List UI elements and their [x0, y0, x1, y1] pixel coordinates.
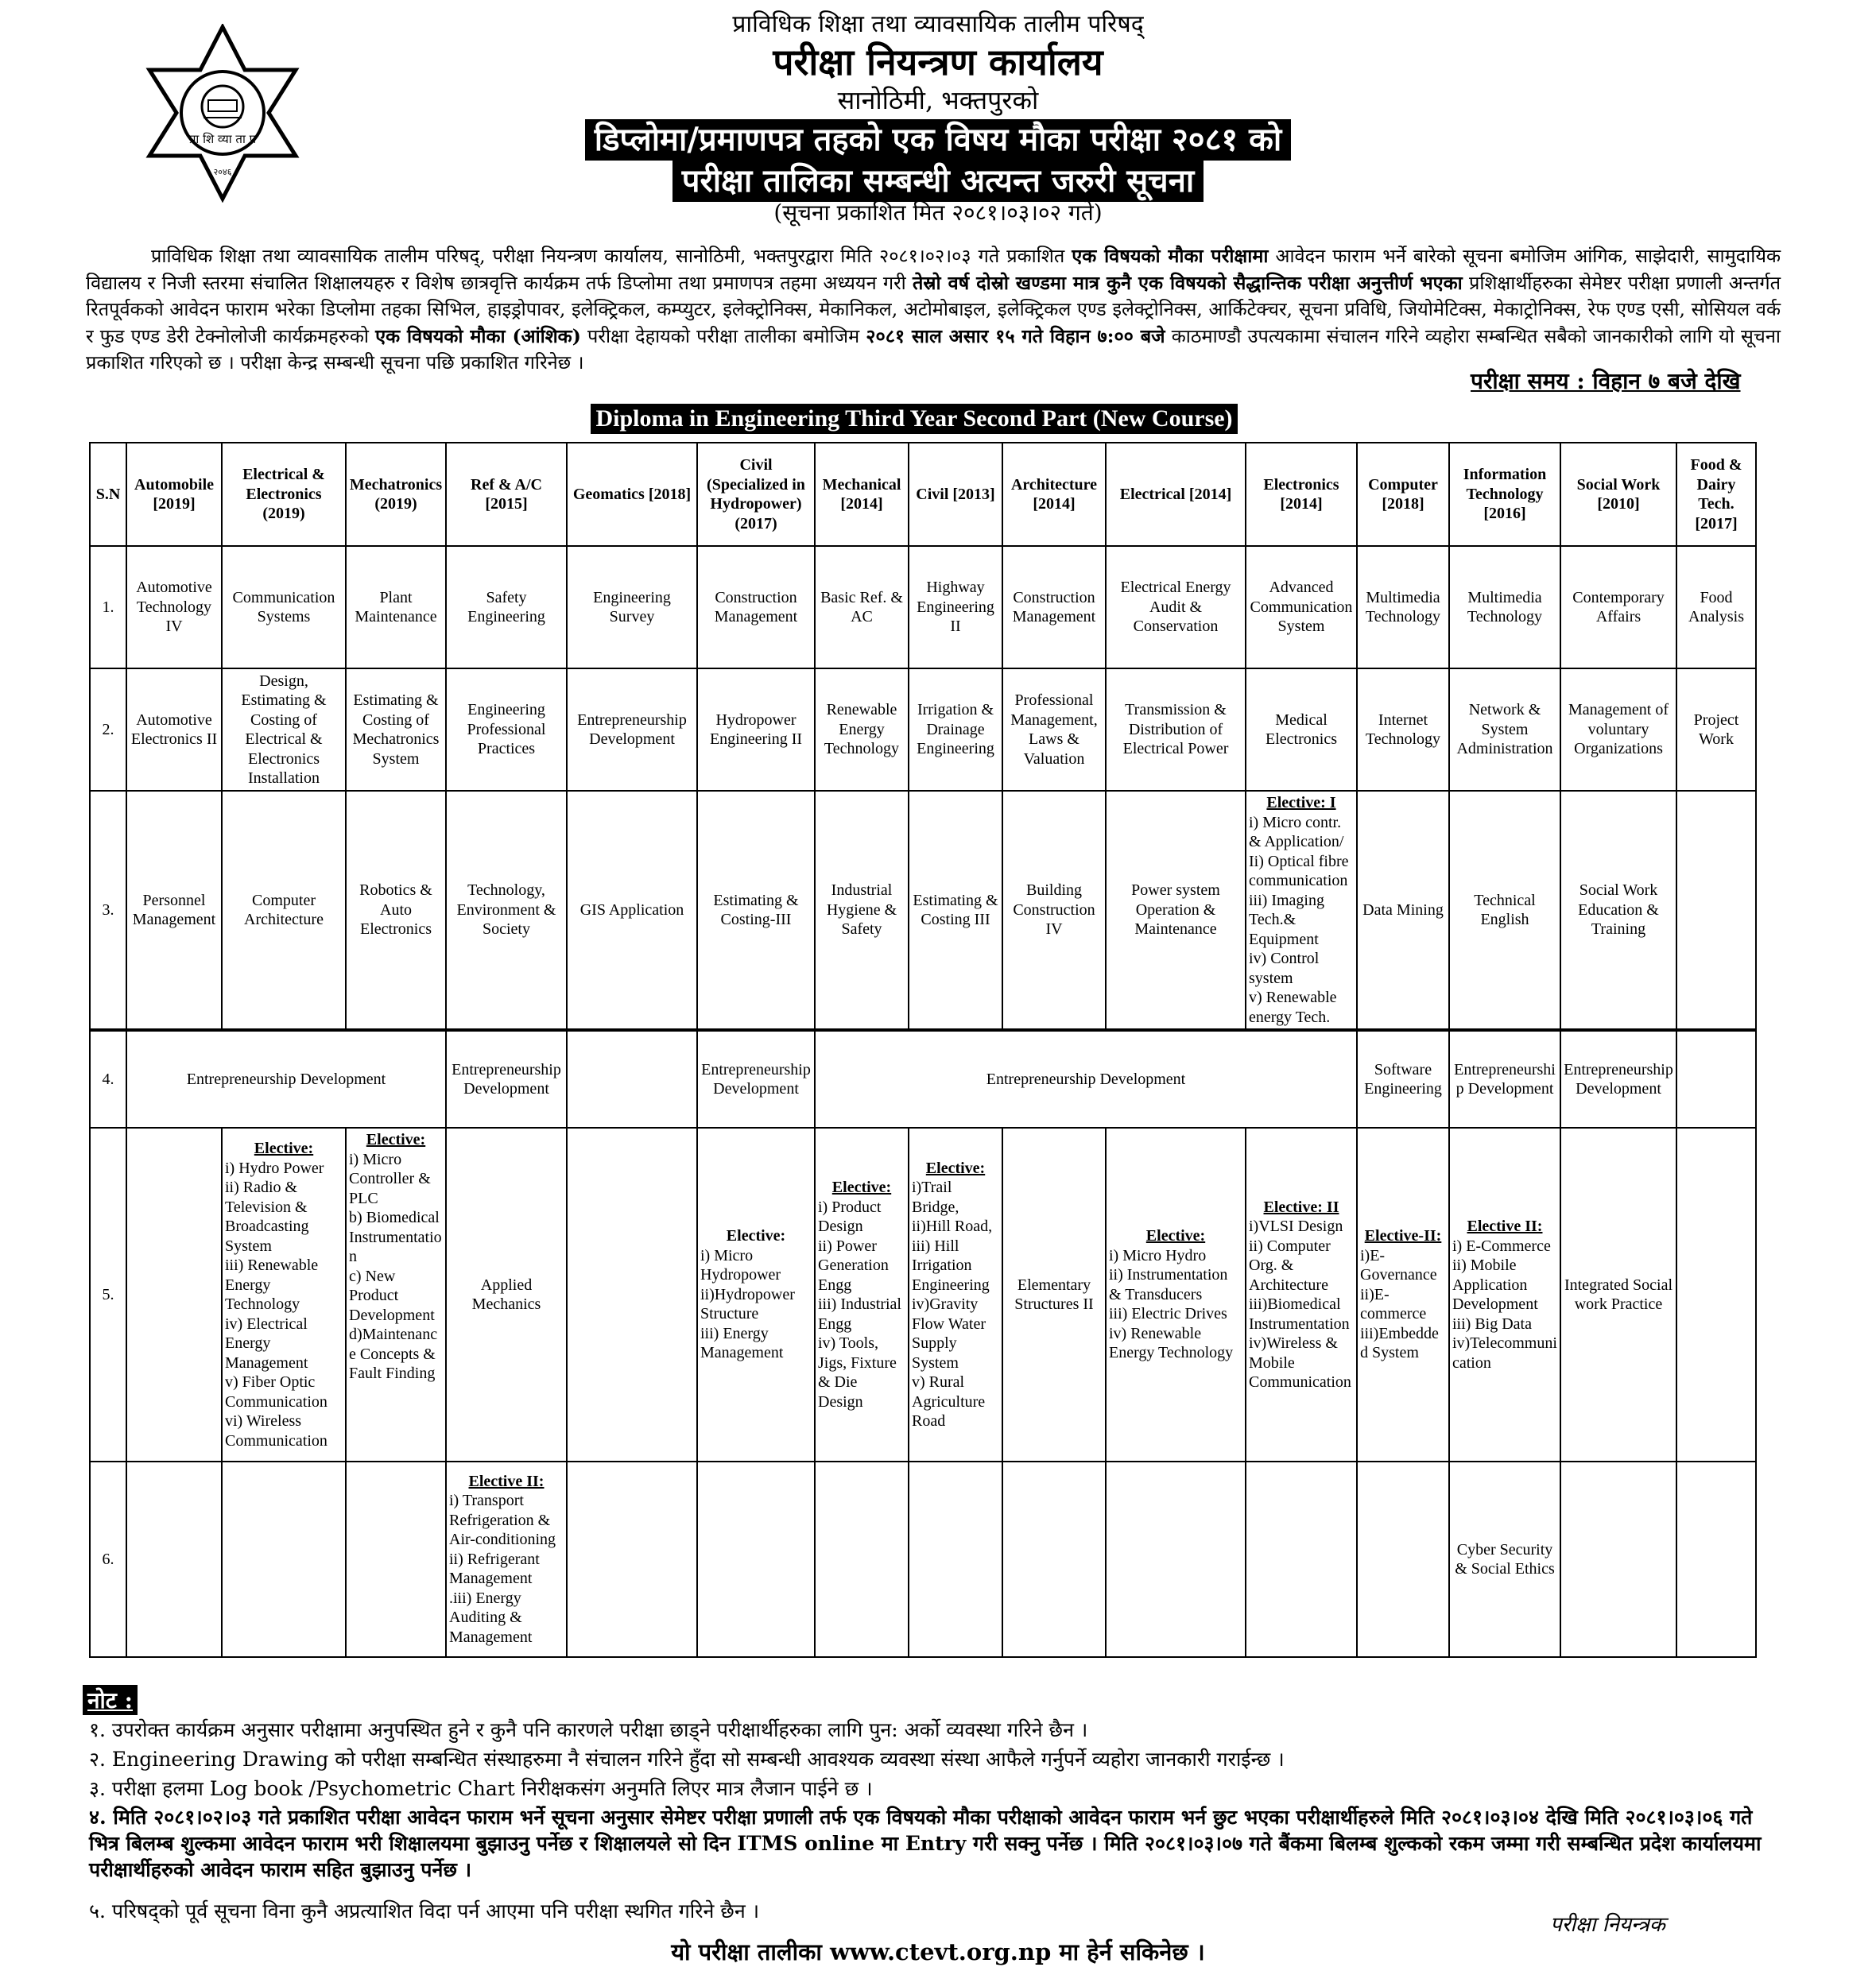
elective-cell — [1106, 1128, 1246, 1462]
elective-option: iv)Telecommunication — [1452, 1334, 1557, 1372]
elective-option: ii) Radio & Television & Broadcasting System — [225, 1179, 309, 1255]
table-cell: Advanced Communication System — [1246, 546, 1357, 668]
elective-option: i)E-Governance — [1360, 1246, 1437, 1284]
logo-text: प्रा शि व्या ता प — [188, 132, 257, 146]
elective-option: iv)Wireless & Mobile Communication — [1249, 1334, 1351, 1391]
header-cell: Computer [2018] — [1357, 443, 1449, 546]
note-item: १. उपरोक्त कार्यक्रम अनुसार परीक्षामा अनुपस्थित हुने र कुनै पनि कारणले परीक्षा छाड्ने परीक्षार्थीहरुका लागि पुन: अर्को व्यवस्था गरिने छैन । — [89, 1718, 1088, 1741]
table-cell: Software Engineering — [1357, 1030, 1449, 1128]
elective-option: i) Product Design — [818, 1198, 882, 1235]
table-cell: Entrepreneurship Development — [697, 1030, 815, 1128]
elective-option: iii) Energy Management — [700, 1324, 784, 1362]
table-cell — [1246, 1462, 1357, 1657]
header-cell: Geomatics [2018] — [567, 443, 697, 546]
table-cell: Professional Management, Laws & Valuation — [1002, 668, 1106, 791]
elective-heading: Elective: — [925, 1159, 986, 1177]
header-cell: Information Technology [2016] — [1449, 443, 1560, 546]
elective-option: iii) Hill Irrigation Engineering — [912, 1237, 990, 1294]
table-cell: Irrigation & Drainage Engineering — [909, 668, 1002, 791]
header-cell: Electrical [2014] — [1106, 443, 1246, 546]
elective-option: i) Hydro Power — [225, 1159, 324, 1177]
table-cell: Applied Mechanics — [446, 1128, 567, 1462]
table-cell — [126, 1128, 222, 1462]
table-row — [90, 1030, 1756, 1128]
header-cell: Electrical & Electronics (2019) — [222, 443, 346, 546]
table-cell: Basic Ref. & AC — [815, 546, 909, 668]
table-row — [90, 668, 1756, 791]
office-name: परीक्षा नियन्त्रण कार्यालय — [773, 41, 1103, 83]
table-cell — [1676, 1462, 1756, 1657]
elective-cell — [1246, 1128, 1357, 1462]
table-cell: 4. — [90, 1030, 126, 1128]
elective-option: ii)Hill Road, — [912, 1218, 993, 1235]
elective-heading: Elective II: — [468, 1472, 545, 1490]
elective-option: .iii) Energy Auditing & Management — [449, 1589, 533, 1646]
table-cell — [1002, 1462, 1106, 1657]
table-cell: Integrated Social work Practice — [1560, 1128, 1676, 1462]
elective-option: i)VLSI Design — [1249, 1218, 1343, 1235]
table-row — [90, 1462, 1756, 1657]
elective-cell — [222, 1128, 346, 1462]
table-cell: 6. — [90, 1462, 126, 1657]
elective-option: iii)Biomedical Instrumentation — [1249, 1295, 1350, 1333]
table-cell: Engineering Survey — [567, 546, 697, 668]
header-cell: Electronics [2014] — [1246, 443, 1357, 546]
table-cell: Communication Systems — [222, 546, 346, 668]
table-cell: Estimating & Costing-III — [697, 791, 815, 1030]
table-cell: Social Work Education & Training — [1560, 791, 1676, 1030]
website-note: यो परीक्षा तालीका www.ctevt.org.np मा हेर्न सकिनेछ । — [671, 1938, 1205, 1965]
elective-option: ii) Computer Org. & Architecture — [1249, 1237, 1331, 1294]
table-cell: Entrepreneurship Development — [567, 668, 697, 791]
elective-option: ii) Mobile Application Development — [1452, 1257, 1538, 1313]
table-cell: Technology, Environment & Society — [446, 791, 567, 1030]
elective-option: iii) Renewable Energy Technology — [225, 1257, 319, 1313]
logo-year: २०४६ — [213, 167, 232, 177]
note-item: ५. परिषद्को पूर्व सूचना विना कुनै अप्रत्याशित विदा पर्न आएमा पनि परीक्षा स्थगित गरिने छैन । — [89, 1899, 760, 1923]
elective-option: iii) Electric Drives — [1109, 1305, 1227, 1323]
table-cell: 2. — [90, 668, 126, 791]
table-cell: Power system Operation & Maintenance — [1106, 791, 1246, 1030]
table-cell: Internet Technology — [1357, 668, 1449, 791]
header-cell: Mechatronics (2019) — [346, 443, 446, 546]
table-cell — [126, 1462, 222, 1657]
table-cell — [815, 1462, 909, 1657]
notice-title-line1: डिप्लोमा/प्रमाणपत्र तहको एक विषय मौका परीक्षा २०८१ को — [0, 119, 1876, 161]
elective-option: vi) Wireless Communication — [225, 1412, 328, 1450]
table-cell — [222, 1462, 346, 1657]
table-cell: Personnel Management — [126, 791, 222, 1030]
table-cell: 5. — [90, 1128, 126, 1462]
elective-heading: Elective-II: — [1364, 1227, 1442, 1245]
header-cell: Food & Dairy Tech. [2017] — [1676, 443, 1756, 546]
table-row — [90, 1128, 1756, 1462]
table-cell: Entrepreneurship Development — [1560, 1030, 1676, 1128]
table-cell: Network & System Administration — [1449, 668, 1560, 791]
elective-cell — [1449, 1128, 1560, 1462]
table-cell: Robotics & Auto Electronics — [346, 791, 446, 1030]
header-cell: Ref & A/C [2015] — [446, 443, 567, 546]
elective-cell — [346, 1128, 446, 1462]
elective-option: i) E-Commerce — [1452, 1237, 1551, 1255]
table-cell: Project Work — [1676, 668, 1756, 791]
table-cell: Medical Electronics — [1246, 668, 1357, 791]
elective-option: iv)Gravity Flow Water Supply System — [912, 1295, 986, 1372]
exam-schedule-table — [89, 442, 1757, 1658]
table-cell: Cyber Security & Social Ethics — [1449, 1462, 1560, 1657]
table-cell: Multimedia Technology — [1449, 546, 1560, 668]
elective-heading: Elective II: — [1467, 1218, 1543, 1235]
elective-option: i)Trail Bridge, — [912, 1179, 959, 1216]
table-cell: Entrepreneurship Development — [815, 1030, 1357, 1128]
elective-option: v) Renewable energy Tech. — [1249, 989, 1337, 1026]
elective-option: b) Biomedical Instrumentation — [349, 1209, 442, 1265]
table-cell: Contemporary Affairs — [1560, 546, 1676, 668]
elective-option: i) Micro Controller & PLC — [349, 1150, 431, 1207]
elective-option: i) Transport Refrigeration & Air-conditioning — [449, 1492, 556, 1549]
elective-heading: Elective: — [831, 1179, 892, 1196]
header-cell: Automobile [2019] — [126, 443, 222, 546]
table-cell — [1676, 1128, 1756, 1462]
elective-option: iv) Tools, Jigs, Fixture & Die Design — [818, 1334, 897, 1411]
table-cell: Estimating & Costing of Mechatronics System — [346, 668, 446, 791]
table-cell: Design, Estimating & Costing of Electrical & Electronics Installation — [222, 668, 346, 791]
table-cell: Transmission & Distribution of Electrical Power — [1106, 668, 1246, 791]
table-cell: Plant Maintenance — [346, 546, 446, 668]
table-cell — [697, 1462, 815, 1657]
elective-option: ii)E-commerce — [1360, 1285, 1427, 1323]
table-cell: Data Mining — [1357, 791, 1449, 1030]
notice-title-line2: परीक्षा तालिका सम्बन्धी अत्यन्त जरुरी सूचना — [0, 161, 1876, 202]
table-cell: Elementary Structures II — [1002, 1128, 1106, 1462]
table-cell — [346, 1462, 446, 1657]
table-cell: 1. — [90, 546, 126, 668]
elective-option: i) Micro contr. & Application/ — [1249, 813, 1344, 850]
elective-option: iv) Control system — [1249, 950, 1320, 987]
elective-option: ii) Refrigerant Management — [449, 1550, 540, 1588]
table-cell: Management of voluntary Organizations — [1560, 668, 1676, 791]
elective-option: iv) Renewable Energy Technology — [1109, 1324, 1234, 1362]
org-name: प्राविधिक शिक्षा तथा व्यावसायिक तालीम परिषद् — [732, 10, 1144, 38]
table-cell — [1357, 1462, 1449, 1657]
header-cell: Civil (Specialized in Hydropower) (2017) — [697, 443, 815, 546]
elective-cell — [909, 1128, 1002, 1462]
elective-heading: Elective: I — [1266, 794, 1336, 811]
table-header-row — [90, 443, 1756, 546]
elective-option: i) Micro Hydro — [1109, 1246, 1207, 1264]
elective-option: Ii) Optical fibre communication — [1249, 852, 1349, 889]
table-cell: Industrial Hygiene & Safety — [815, 791, 909, 1030]
elective-heading: Elective: II — [1263, 1198, 1339, 1216]
table-cell: Entrepreneurship Development — [126, 1030, 446, 1128]
table-cell: Estimating & Costing III — [909, 791, 1002, 1030]
header-cell: Architecture [2014] — [1002, 443, 1106, 546]
note-heading: नोट : — [83, 1685, 138, 1715]
elective-option: v) Fiber Optic Communication — [225, 1373, 328, 1411]
table-cell — [1676, 1030, 1756, 1128]
elective-cell — [697, 1128, 815, 1462]
elective-heading: Elective: — [726, 1227, 786, 1245]
elective-option: iii) Imaging Tech.& Equipment — [1249, 891, 1324, 948]
table-cell — [1106, 1462, 1246, 1657]
table-cell: GIS Application — [567, 791, 697, 1030]
elective-heading: Elective: — [366, 1131, 426, 1148]
table-cell: Multimedia Technology — [1357, 546, 1449, 668]
office-location: सानोठिमी, भक्तपुरको — [837, 85, 1039, 115]
table-title: Diploma in Engineering Third Year Second Part (New Course) — [572, 404, 1256, 434]
exam-time: परीक्षा समय : विहान ७ बजे देखि — [1471, 368, 1741, 394]
table-cell — [567, 1030, 697, 1128]
header-cell: Social Work [2010] — [1560, 443, 1676, 546]
table-cell: Automotive Electronics II — [126, 668, 222, 791]
table-cell: Electrical Energy Audit & Conservation — [1106, 546, 1246, 668]
header-cell: S.N — [90, 443, 126, 546]
table-cell: Highway Engineering II — [909, 546, 1002, 668]
elective-cell — [1246, 791, 1357, 1030]
note-item: ३. परीक्षा हलमा Log book /Psychometric Chart निरीक्षकसंग अनुमति लिएर मात्र लैजान पाईने छ । — [89, 1777, 873, 1800]
table-cell: Engineering Professional Practices — [446, 668, 567, 791]
elective-option: ii)Hydropower Structure — [700, 1285, 795, 1323]
elective-option: v) Rural Agriculture Road — [912, 1373, 986, 1430]
elective-heading: Elective: — [254, 1140, 314, 1157]
header-cell: Mechanical [2014] — [815, 443, 909, 546]
table-cell: Entrepreneurship Development — [446, 1030, 567, 1128]
published-date: (सूचना प्रकाशित मित २०८१।०३।०२ गते) — [773, 199, 1103, 226]
elective-cell — [446, 1462, 567, 1657]
table-cell: 3. — [90, 791, 126, 1030]
intro-paragraph: प्राविधिक शिक्षा तथा व्यावसायिक तालीम परिषद्, परीक्षा नियन्त्रण कार्यालय, सानोठिमी, भक्तपुरद्वारा मिति २०८१।०२।०३ गते प्रकाशित एक विषयको मौका परीक्षामा आवेदन फाराम भर्ने बारेको सूचना बमोजिम आंगिक, साझेदारी, सामुदायिक विद्यालय र निजी स्तरमा संचालित शिक्षालयहरु र विशेष छात्रवृत्ति कार्यक्रम तर्फ डिप्लोमा तथा प्रमाणपत्र तहमा अध्ययन गरी तेस्रो वर्ष दोस्रो खण्डमा मात्र कुनै एक विषयको सैद्धान्तिक परीक्षा अनुत्तीर्ण भएका प्रशिक्षार्थीहरुका सेमेष्टर परीक्षा प्रणाली अन्तर्गत रितपूर्वकको आवेदन फाराम भरेका डिप्लोमा तहका सिभिल, हाइड्रोपावर, इलेक्ट्रिकल, कम्प्युटर, इलेक्ट्रोनिक्स, मेकानिकल, अटोमोबाइल, इलेक्ट्रिकल एण्ड इलेक्ट्रोनिक्स, आर्किटेक्चर, सूचना प्रविधि, जियोमेटिक्स, मेकाट्रोनिक्स, रेफ एण्ड एसी, सोसियल वर्क र फुड एण्ड डेरी टेक्नोलोजी कार्यक्रमहरुको एक विषयको मौका (आंशिक) परीक्षा देहायको परीक्षा तालीका बमोजिम २०८१ साल असार १५ गते विहान ७:०० बजे काठमाण्डौ उपत्यकामा संचालन गरिने व्यहोरा सम्बन्धित सबैको जानकारीको लागि यो सूचना प्रकाशित गरिएको छ । परीक्षा केन्द्र सम्बन्धी सूचना पछि प्रकाशित गरिनेछ । — [86, 245, 1781, 374]
elective-option: iii)Embedded System — [1360, 1324, 1439, 1362]
elective-cell — [815, 1128, 909, 1462]
table-cell: Automotive Technology IV — [126, 546, 222, 668]
elective-heading: Elective: — [1145, 1227, 1206, 1245]
elective-option: d)Maintenance Concepts & Fault Finding — [349, 1326, 438, 1382]
table-cell: Hydropower Engineering II — [697, 668, 815, 791]
elective-option: ii) Power Generation Engg — [818, 1237, 889, 1294]
signature-title: परीक्षा नियन्त्रक — [1550, 1913, 1665, 1937]
table-cell: Construction Management — [697, 546, 815, 668]
note-item: २. Engineering Drawing को परीक्षा सम्बन्धित संस्थाहरुमा नै संचालन गरिने हुँदा सो सम्बन्धी आवश्यक व्यवस्था संस्था आफैले गर्नुपर्ने व्यहोरा जानकारी गराईन्छ । — [89, 1748, 1285, 1771]
table-cell: Entrepreneurship Development — [1449, 1030, 1560, 1128]
table-cell — [567, 1462, 697, 1657]
table-cell: Building Construction IV — [1002, 791, 1106, 1030]
header-cell: Civil [2013] — [909, 443, 1002, 546]
table-cell — [909, 1462, 1002, 1657]
elective-option: iii) Big Data — [1452, 1315, 1532, 1333]
elective-option: ii) Instrumentation & Transducers — [1109, 1266, 1228, 1303]
elective-option: iv) Electrical Energy Management — [225, 1315, 308, 1372]
note-item: ४. मिति २०८१।०२।०३ गते प्रकाशित परीक्षा आवेदन फाराम भर्ने सूचना अनुसार सेमेष्टर परीक्षा प्रणाली तर्फ एक विषयको मौका परीक्षाको आवेदन फाराम भर्न छुट भएका परीक्षार्थीहरुले मिति २०८१।०३।०४ देखि मिति २०८१।०३।०६ गते भित्र बिलम्ब शुल्कमा आवेदन फाराम भरी शिक्षालयमा बुझाउनु पर्नेछ र शिक्षालयले सो दिन ITMS online मा Entry गरी सक्नु पर्नेछ । मिति २०८१।०३।०७ गते बैंकमा बिलम्ब शुल्कको रकम जम्मा गरी सम्बन्धित प्रदेश कार्यालयमा परीक्षार्थीहरुको आवेदन फाराम सहित बुझाउनु पर्नेछ । — [89, 1806, 1762, 1881]
table-cell: Computer Architecture — [222, 791, 346, 1030]
table-cell: Construction Management — [1002, 546, 1106, 668]
elective-option: c) New Product Development — [349, 1267, 435, 1324]
table-cell — [1676, 791, 1756, 1030]
table-row — [90, 546, 1756, 668]
elective-cell — [1357, 1128, 1449, 1462]
table-cell: Food Analysis — [1676, 546, 1756, 668]
table-cell — [567, 1128, 697, 1462]
table-row — [90, 791, 1756, 1030]
table-cell: Safety Engineering — [446, 546, 567, 668]
elective-option: i) Micro Hydropower — [700, 1246, 781, 1284]
table-cell — [1560, 1462, 1676, 1657]
table-cell: Technical English — [1449, 791, 1560, 1030]
table-cell: Renewable Energy Technology — [815, 668, 909, 791]
elective-option: iii) Industrial Engg — [818, 1295, 901, 1333]
